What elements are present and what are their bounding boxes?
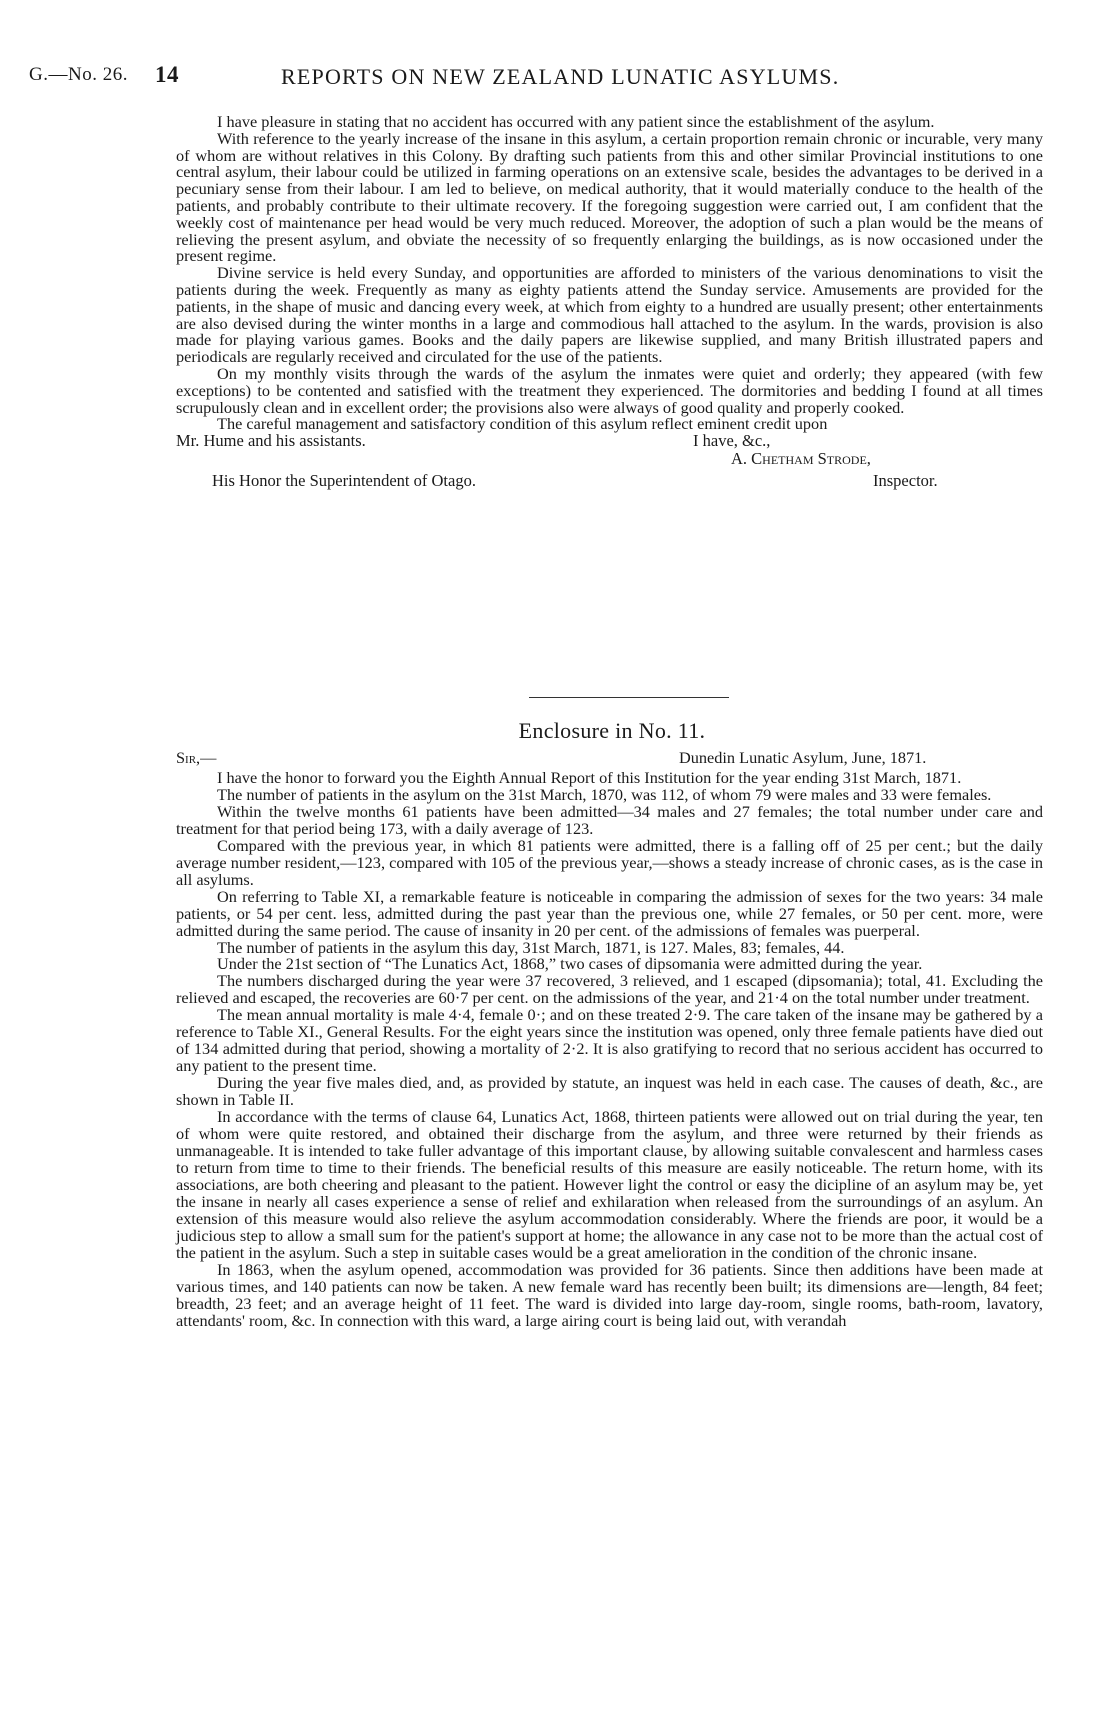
- letter-paragraph: Under the 21st section of “The Lunatics Act, 1868,” two cases of dipsomania were admitted during the year.: [217, 954, 923, 974]
- running-title: REPORTS ON NEW ZEALAND LUNATIC ASYLUMS.: [281, 64, 840, 89]
- signatory-title: Inspector.: [873, 471, 938, 491]
- salutation: Sir,—: [176, 748, 217, 767]
- letter-paragraph: During the year five males died, and, as provided by statute, an inquest was held in each case. The causes of death, &c., are shown in Table II.: [176, 1073, 1043, 1110]
- page-header: [29, 64, 1089, 92]
- document-reference: G.—No. 26.: [29, 64, 128, 85]
- report-paragraph: I have pleasure in stating that no accident has occurred with any patient since the establishment of the asylum.: [217, 112, 935, 131]
- dateline: Dunedin Lunatic Asylum, June, 1871.: [679, 748, 927, 767]
- signatory-name: A. Chetham Strode,: [731, 449, 871, 469]
- enclosure-letter: [176, 770, 1043, 1329]
- letter-paragraph: On referring to Table XI, a remarkable feature is noticeable in comparing the admission of sexes for the two years: 34 male patients, or 54 per cent. less, admitted during the past year than the previous one, while 27 females, or 50 per cent. more, were admitted during the same period. The cause of insanity in 20 per cent. of the admissions of females was puerperal.: [176, 886, 1043, 940]
- inspector-report: [176, 114, 1043, 517]
- letter-paragraph: The mean annual mortality is male 4·4, female 0·; and on these treated 2·9. The care taken of the insane may be gathered by a reference to Table XI., General Results. For the eight years since the institution was opened, only three female patients have died out of 134 admitted during that period, showing a mortality of 2·2. It is also gratifying to record that no serious accident has occurred to any patient to the present time.: [176, 1005, 1043, 1076]
- report-paragraph: The careful management and satisfactory condition of this asylum reflect eminent credit upon: [217, 414, 828, 434]
- closing-text: Mr. Hume and his assistants.: [176, 431, 366, 451]
- section-divider: [529, 697, 729, 698]
- letter-paragraph: In 1863, when the asylum opened, accommodation was provided for 36 patients. Since then additions have been made at various times, and 140 patients can now be taken. A new female ward has recently been built; its dimensions are—length, 84 feet; breadth, 23 feet; and an average height of 11 feet. The ward is divided into large day-room, single rooms, bath-room, lavatory, attendants' room, &c. In connection with this ward, a large airing court is being laid out, with verandah: [176, 1259, 1043, 1330]
- enclosure-heading: Enclosure in No. 11.: [518, 718, 706, 743]
- letter-paragraph: Within the twelve months 61 patients have been admitted—34 males and 27 females; the total number under care and treatment for that period being 173, with a daily average of 123.: [176, 801, 1043, 838]
- letter-paragraph: The number of patients in the asylum this day, 31st March, 1871, is 127. Males, 83; females, 44.: [217, 937, 845, 957]
- page-number: 14: [155, 62, 179, 87]
- closing-formula: I have, &c.,: [693, 431, 771, 451]
- letter-paragraph: I have the honor to forward you the Eighth Annual Report of this Institution for the year ending 31st March, 1871.: [217, 768, 962, 787]
- signature-block: [176, 433, 1043, 517]
- letter-opening: [176, 748, 1043, 768]
- letter-paragraph: Compared with the previous year, in which 81 patients were admitted, there is a falling off of 25 per cent.; but the daily average number resident,—123, compared with 105 of the previous year,—shows a steady increase of chronic cases, as is the case in all asylums.: [176, 835, 1043, 889]
- letter-paragraph: The number of patients in the asylum on the 31st March, 1870, was 112, of whom 79 were males and 33 were females.: [217, 784, 992, 804]
- letter-paragraph: In accordance with the terms of clause 64, Lunatics Act, 1868, thirteen patients were allowed out on trial during the year, ten of whom were quite restored, and obtained their discharge from the asylum, and three were returned by their friends as unmanageable. It is intended to take fuller advantage of this important clause, by allowing suitable convalescent and harmless cases to return from time to time to their friends. The beneficial results of this measure are easily noticeable. The return home, with its associations, are both cheering and pleasant to the patient. However light the control or easy the dicipline of an asylum may be, yet the insane in nearly all cases experience a sense of relief and exhilaration when released from the surroundings of an asylum. An extension of this measure would also relieve the asylum accommodation considerably. Where the friends are poor, it would be a judicious step to allow a small sum for the patient's support at home; the allowance in any case not to be more than the actual cost of the patient in the asylum. Such a step in suitable cases would be a great amelioration in the condition of the chronic insane.: [176, 1107, 1043, 1262]
- report-paragraph: With reference to the yearly increase of the insane in this asylum, a certain proportion remain chronic or incurable, very many of whom are without relatives in this Colony. By drafting such patients from this and other similar Provincial institutions to one central asylum, their labour could be utilized in farming operations on an extensive scale, besides the advantages to be derived in a pecuniary sense from their labour. I am led to believe, on medical authority, that it would materially conduce to the health of the patients, and probably contribute to their ultimate recovery. If the foregoing suggestion were carried out, I am confident that the weekly cost of maintenance per head would be very much reduced. Moreover, the adoption of such a plan would be the means of relieving the present asylum, and obviate the necessity of so frequently enlarging the buildings, as is now occasioned under the present regime.: [176, 128, 1043, 266]
- report-paragraph: Divine service is held every Sunday, and opportunities are afforded to ministers of the various denominations to visit the patients during the week. Frequently as many as eighty patients attend the Sunday service. Amusements are provided for the patients, in the shape of music and dancing every week, at which from eighty to a hundred are usually present; other entertainments are also devised during the winter months in a large and commodious hall attached to the asylum. In the wards, provision is also made for playing various games. Books and the daily papers are likewise supplied, and many British illustrated papers and periodicals are regularly received and circulated for the use of the patients.: [176, 263, 1043, 367]
- report-paragraph: On my monthly visits through the wards of the asylum the inmates were quiet and orderly; they appeared (with few exceptions) to be contented and satisfied with the treatment they experienced. The dormitories and bedding I found at all times scrupulously clean and in excellent order; the provisions also were always of good quality and properly cooked.: [176, 363, 1043, 417]
- letter-paragraph: The numbers discharged during the year were 37 recovered, 3 relieved, and 1 escaped (dipsomania); total, 41. Excluding the relieved and escaped, the recoveries are 60·7 per cent. on the admissions of the year, and 21·4 on the total number under treatment.: [176, 971, 1043, 1008]
- addressee: His Honor the Superintendent of Otago.: [212, 471, 476, 491]
